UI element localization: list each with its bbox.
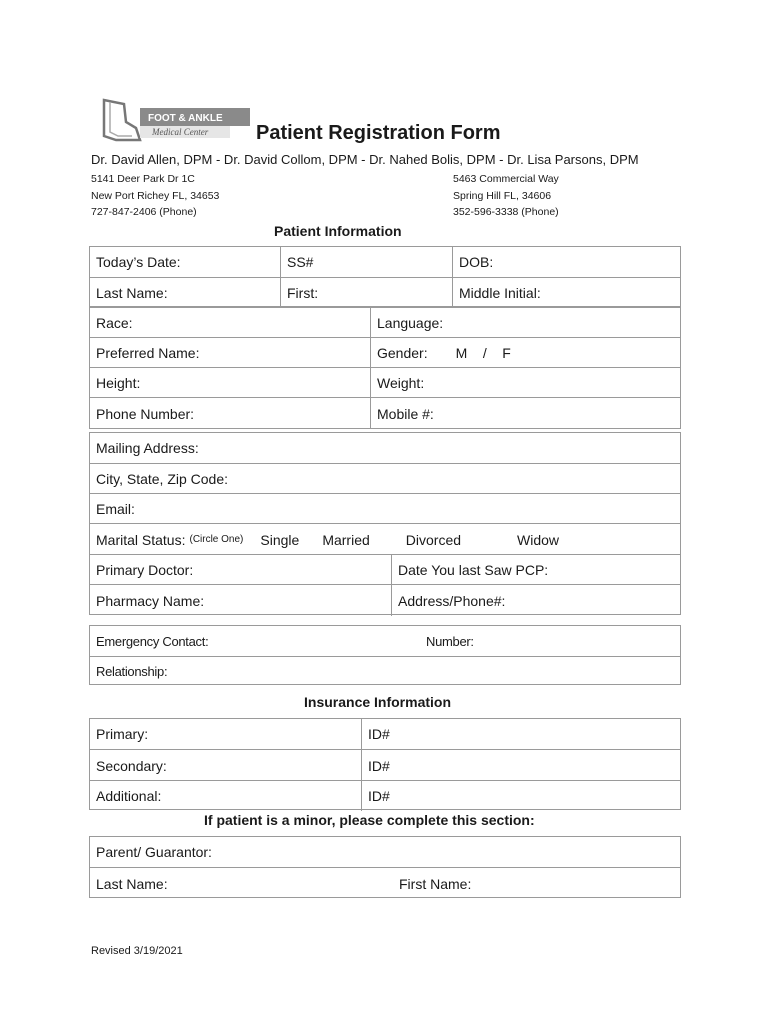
emergency-table xyxy=(89,625,681,685)
emergency-number-field[interactable]: Number: xyxy=(426,633,474,649)
office-left-street: 5141 Deer Park Dr 1C xyxy=(91,173,195,185)
primary-insurance-field[interactable]: Primary: xyxy=(96,726,149,742)
emergency-contact-field[interactable]: Emergency Contact: xyxy=(96,633,209,649)
mobile-field[interactable]: Mobile #: xyxy=(370,398,680,429)
table-row xyxy=(90,656,680,686)
office-right-street: 5463 Commercial Way xyxy=(453,173,559,185)
table-row xyxy=(90,780,680,811)
patient-info-table-top xyxy=(89,246,681,307)
office-left-city: New Port Richey FL, 34653 xyxy=(91,189,220,202)
office-right-city: Spring Hill FL, 34606 xyxy=(453,189,552,202)
minor-last-name-field[interactable]: Last Name: xyxy=(96,875,168,892)
relationship-field[interactable]: Relationship: xyxy=(96,664,168,679)
additional-id-field[interactable]: ID# xyxy=(361,781,680,811)
primary-id-field[interactable]: ID# xyxy=(361,719,680,749)
pharmacy-address-phone-field[interactable]: Address/Phone#: xyxy=(391,585,680,616)
email-field[interactable]: Email: xyxy=(96,501,135,517)
minor-heading: If patient is a minor, please complete this section: xyxy=(204,812,535,828)
todays-date-field[interactable]: Today’s Date: xyxy=(96,254,181,270)
table-row xyxy=(90,463,680,494)
language-field[interactable]: Language: xyxy=(370,308,680,338)
gender-field[interactable] xyxy=(370,338,680,368)
table-row xyxy=(90,247,680,277)
height-field[interactable]: Height: xyxy=(96,375,141,391)
office-left-phone: 727-847-2406 (Phone) xyxy=(91,206,197,218)
table-row xyxy=(90,584,680,616)
table-row xyxy=(90,749,680,781)
insurance-heading: Insurance Information xyxy=(304,694,452,710)
preferred-name-field[interactable]: Preferred Name: xyxy=(96,345,200,361)
table-row xyxy=(90,837,680,867)
minor-table xyxy=(89,836,681,898)
city-state-zip-field[interactable]: City, State, Zip Code: xyxy=(96,471,229,487)
weight-field[interactable]: Weight: xyxy=(370,368,680,398)
foot-ankle-logo-icon xyxy=(96,92,256,148)
table-row xyxy=(90,867,680,899)
patient-info-table-mid xyxy=(89,307,681,429)
table-row xyxy=(90,307,680,338)
race-field[interactable]: Race: xyxy=(96,315,133,331)
table-row xyxy=(90,367,680,398)
first-name-field[interactable]: First: xyxy=(280,278,452,308)
ss-field[interactable]: SS# xyxy=(280,247,452,277)
office-right-phone: 352-596-3338 (Phone) xyxy=(453,206,559,218)
office-left-address xyxy=(91,171,219,221)
table-row xyxy=(90,719,680,749)
table-row xyxy=(90,433,680,463)
table-row xyxy=(90,523,680,555)
table-row xyxy=(90,277,680,308)
office-right-address xyxy=(453,171,559,221)
form-title: Patient Registration Form xyxy=(256,122,501,144)
clinic-logo xyxy=(96,92,256,148)
phone-number-field[interactable]: Phone Number: xyxy=(96,405,195,422)
patient-info-heading: Patient Information xyxy=(274,223,402,239)
logo-line2: Medical Center xyxy=(152,127,209,137)
marital-option-single[interactable]: Single xyxy=(260,531,300,548)
middle-initial-field[interactable]: Middle Initial: xyxy=(452,278,680,308)
marital-option-divorced[interactable]: Divorced xyxy=(405,531,462,548)
primary-doctor-field[interactable]: Primary Doctor: xyxy=(96,562,194,578)
doctors-line: Dr. David Allen, DPM - Dr. David Collom, DPM - Dr. Nahed Bolis, DPM - Dr. Lisa Parsons, DPM xyxy=(91,152,639,167)
dob-field[interactable]: DOB: xyxy=(452,247,680,277)
additional-insurance-field[interactable]: Additional: xyxy=(96,788,162,804)
table-row xyxy=(90,554,680,585)
insurance-table xyxy=(89,718,681,810)
table-row xyxy=(90,493,680,524)
logo-line1: FOOT & ANKLE xyxy=(148,113,223,124)
pharmacy-name-field[interactable]: Pharmacy Name: xyxy=(96,592,205,609)
parent-guarantor-field[interactable]: Parent/ Guarantor: xyxy=(96,844,212,860)
circle-one-note: (Circle One) xyxy=(189,534,244,545)
marital-status-label: Marital Status: xyxy=(96,531,186,548)
table-row xyxy=(90,626,680,656)
table-row xyxy=(90,337,680,368)
date-last-pcp-field[interactable]: Date You last Saw PCP: xyxy=(391,555,680,585)
secondary-insurance-field[interactable]: Secondary: xyxy=(96,757,167,774)
table-row xyxy=(90,397,680,429)
last-name-field[interactable]: Last Name: xyxy=(96,285,168,301)
gender-label: Gender: xyxy=(377,345,428,361)
marital-option-widow[interactable]: Widow xyxy=(517,531,560,548)
minor-first-name-field[interactable]: First Name: xyxy=(399,875,472,892)
marital-status-field xyxy=(90,524,680,555)
revision-date: Revised 3/19/2021 xyxy=(91,945,183,957)
gender-options[interactable]: M / F xyxy=(455,345,511,361)
address-table xyxy=(89,432,681,615)
mailing-address-field[interactable]: Mailing Address: xyxy=(96,440,199,456)
marital-option-married[interactable]: Married xyxy=(322,531,370,548)
secondary-id-field[interactable]: ID# xyxy=(361,750,680,781)
